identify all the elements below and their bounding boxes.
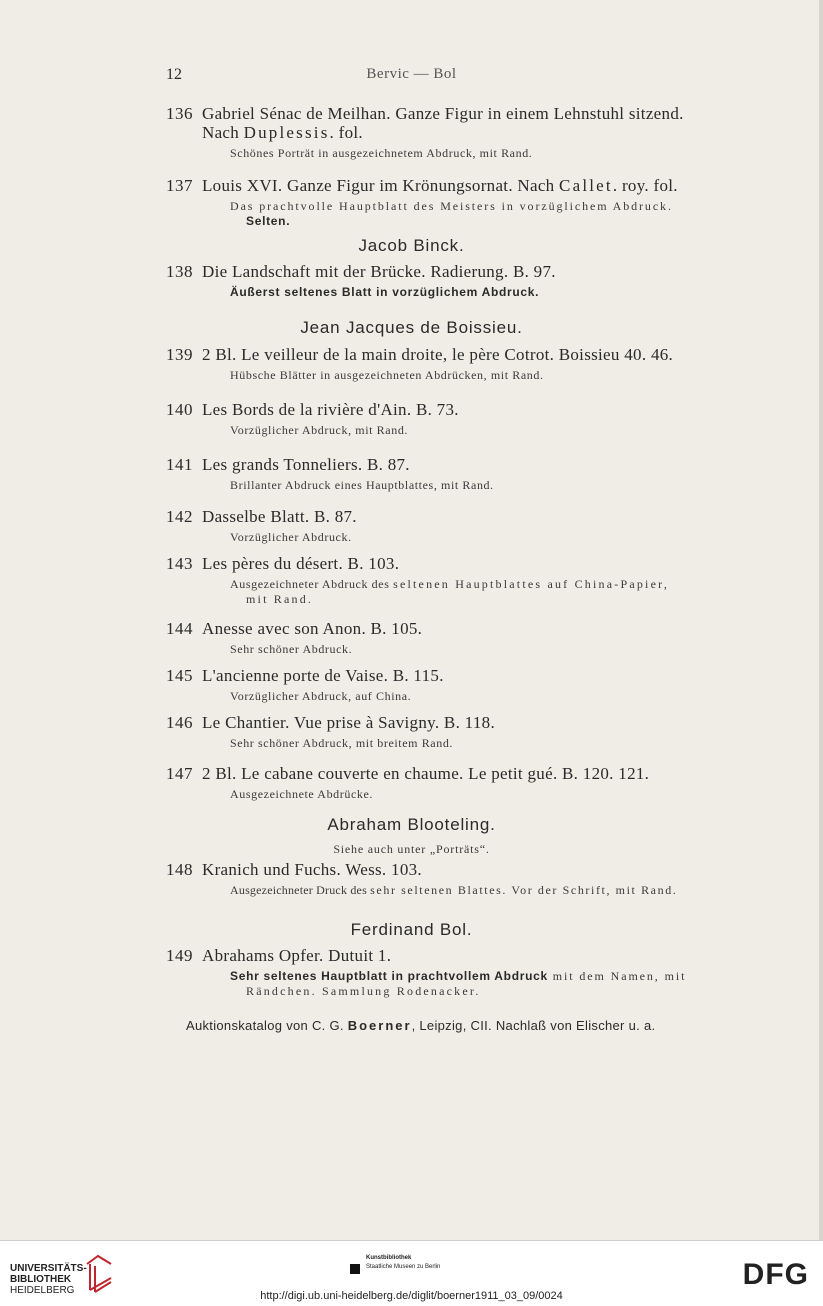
entry-number: 136 [166,104,193,123]
permalink[interactable]: http://digi.ub.uni-heidelberg.de/diglit/boerner1911_03_09/0024 [260,1290,563,1302]
catalog-entry [166,713,776,751]
dfg-logo[interactable]: DFG [742,1258,809,1291]
entry-number: 143 [166,554,193,573]
catalog-entry [166,455,776,493]
entry-note: Sehr schöner Abdruck, mit breitem Rand. [230,736,454,750]
entry-title: Dasselbe Blatt. B. 87. [202,507,357,526]
ub-heidelberg-emblem-icon[interactable] [84,1252,114,1294]
catalog-entry [166,946,776,999]
entry-number: 142 [166,507,193,526]
catalog-entry [166,345,776,383]
entry-number: 140 [166,400,193,419]
entry-note: Das prachtvolle Hauptblatt des Meisters in vorzüglichem Abdruck. [230,199,673,213]
entry-note: Brillanter Abdruck eines Hauptblattes, mit Rand. [230,478,494,492]
catalog-entry [166,262,776,300]
entry-note: Hübsche Blätter in ausgezeichneten Abdrücken, mit Rand. [230,368,544,382]
entry-number: 149 [166,946,193,965]
page-number: 12 [166,66,182,83]
catalog-entry [166,400,776,438]
entry-note-continued: mit Rand. [246,592,314,606]
entry-title: Die Landschaft mit der Brücke. Radierung. B. 97. [202,262,556,281]
entry-note: Ausgezeichnete Abdrücke. [230,787,374,801]
catalog-entry [166,666,776,704]
entry-note: Ausgezeichneter Abdruck des seltenen Hauptblattes auf China-Papier, [230,577,670,591]
entry-number: 141 [166,455,193,474]
catalog-entry [166,507,776,545]
entry-note: Vorzüglicher Abdruck. [230,530,352,544]
catalog-footer: Auktionskatalog von C. G. Boerner, Leipzig, CII. Nachlaß von Elischer u. a. [186,1018,656,1033]
running-head: Bervic — Bol [366,66,457,82]
entry-note: Vorzüglicher Abdruck, mit Rand. [230,423,409,437]
entry-number: 148 [166,860,193,879]
entry-number: 138 [166,262,193,281]
entry-note: Schönes Porträt in ausgezeichnetem Abdruck, mit Rand. [230,146,533,160]
artist-heading: Abraham Blooteling. [327,815,496,834]
entry-number: 147 [166,764,193,783]
artist-heading: Ferdinand Bol. [350,920,473,939]
kunstbibliothek-label[interactable]: Kunstbibliothek Staatliche Museen zu Berlin [366,1255,441,1270]
entry-title: Les grands Tonneliers. B. 87. [202,455,410,474]
entry-number: 144 [166,619,193,638]
catalog-entry [166,860,776,898]
entry-note: Sehr seltenes Hauptblatt in prachtvollem Abdruck mit dem Namen, mit [230,969,687,983]
cross-reference: Siehe auch unter „Porträts“. [333,842,490,856]
artist-heading: Jean Jacques de Boissieu. [300,318,523,337]
entry-note: Äußerst seltenes Blatt in vorzüglichem Abdruck. [230,285,540,299]
entry-title: 2 Bl. Le cabane couverte en chaume. Le petit gué. B. 120. 121. [202,764,650,783]
artist-heading: Jacob Binck. [358,236,465,255]
catalog-entry [166,176,776,229]
entry-title: Gabriel Sénac de Meilhan. Ganze Figur in einem Lehnstuhl sitzend. [202,104,684,123]
entry-note: Sehr schöner Abdruck. [230,642,353,656]
entry-title: L'ancienne porte de Vaise. B. 115. [202,666,444,685]
kunstbibliothek-logo-icon[interactable] [350,1264,360,1274]
catalog-entry [166,104,776,161]
entry-number: 139 [166,345,193,364]
entry-title: Abrahams Opfer. Dutuit 1. [202,946,392,965]
entry-title: Kranich und Fuchs. Wess. 103. [202,860,422,879]
entry-title: Louis XVI. Ganze Figur im Krönungsornat. Nach Callet. roy. fol. [202,176,678,195]
entry-title: 2 Bl. Le veilleur de la main droite, le père Cotrot. Boissieu 40. 46. [202,345,674,364]
entry-note-rarity: Selten. [246,214,291,228]
entry-title-continued: Nach Duplessis. fol. [202,123,363,142]
entry-note-continued: Rändchen. Sammlung Rodenacker. [246,984,481,998]
catalog-entry [166,764,776,802]
entry-title: Le Chantier. Vue prise à Savigny. B. 118. [202,713,495,732]
entry-number: 145 [166,666,193,685]
entry-note: Vorzüglicher Abdruck, auf China. [230,689,412,703]
ub-heidelberg-logo-text[interactable]: UNIVERSITÄTS- BIBLIOTHEK HEIDELBERG [10,1263,87,1296]
catalog-entry [166,554,776,607]
entry-title: Anesse avec son Anon. B. 105. [202,619,423,638]
entry-title: Les pères du désert. B. 103. [202,554,400,573]
entry-number: 137 [166,176,193,195]
entry-note: Ausgezeichneter Druck des sehr seltenen Blattes. Vor der Schrift, mit Rand. [230,883,678,897]
entry-number: 146 [166,713,193,732]
entry-title: Les Bords de la rivière d'Ain. B. 73. [202,400,459,419]
catalog-entry [166,619,776,657]
